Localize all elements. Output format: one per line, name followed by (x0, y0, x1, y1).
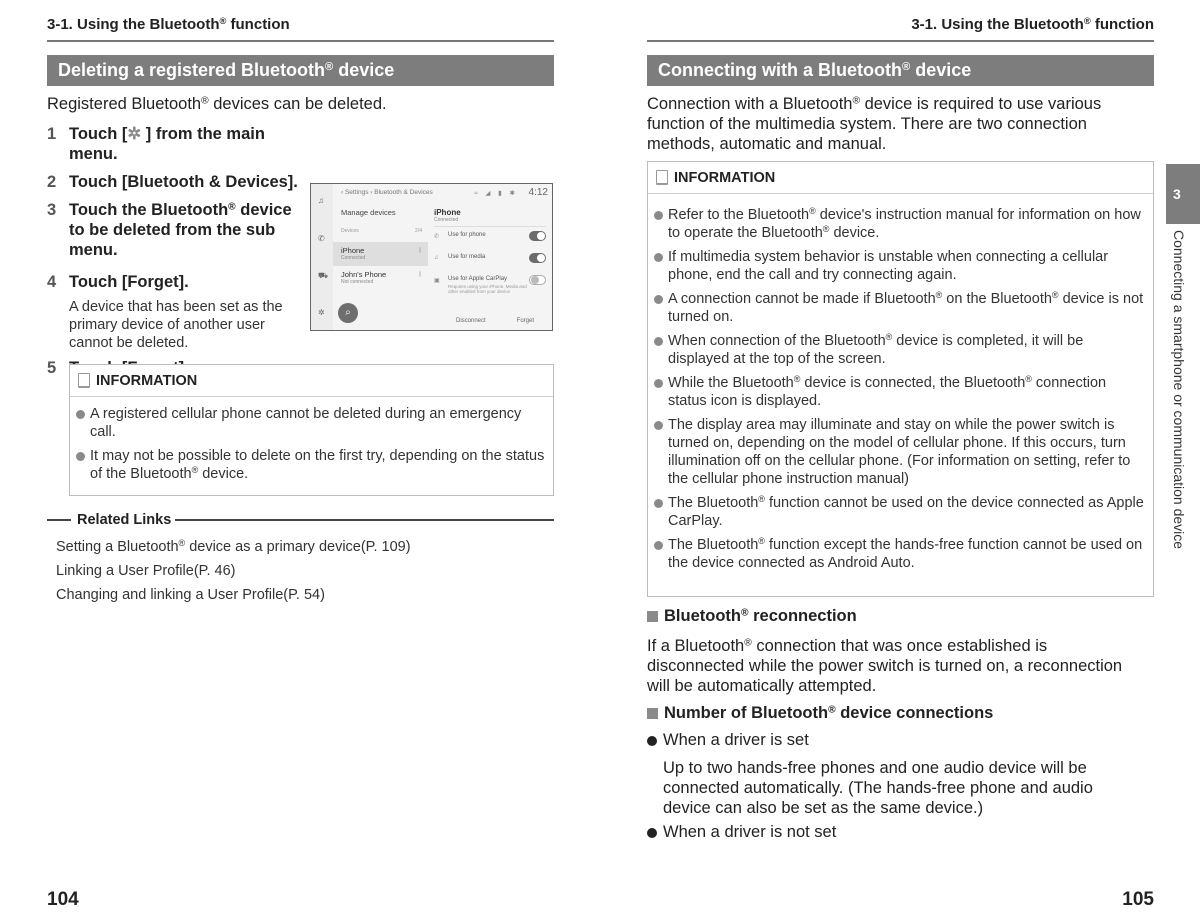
step-list (47, 124, 307, 378)
step-number: 1 (47, 125, 57, 143)
square-bullet-icon (647, 708, 658, 719)
list-header-label: Devices (341, 228, 359, 234)
screen-breadcrumb: ‹ Settings › Bluetooth & Devices (341, 189, 433, 196)
screen-actions (456, 318, 544, 324)
information-item: When connection of the Bluetooth® device is completed, it will be displayed at the top of the screen. (654, 332, 1147, 368)
page-number: 104 (47, 889, 79, 910)
information-title: INFORMATION (674, 169, 776, 186)
detail-device-status: Connected (434, 217, 546, 227)
chapter-label: Connecting a smartphone or communication device (1171, 230, 1187, 550)
step-3: 3 Touch the Bluetooth® device to be deleted from the sub menu. (47, 201, 292, 259)
search-icon: ⌕ (345, 307, 351, 318)
device-list-title: Manage devices (341, 208, 396, 217)
option-label: Use for Apple CarPlay (448, 276, 508, 282)
information-box (69, 364, 554, 496)
step-4-note: A device that has been set as the primary device of another user cannot be deleted. (69, 299, 283, 351)
step-2 (47, 172, 307, 192)
section-title: Connecting with a Bluetooth® device (647, 55, 1154, 86)
bullet-driver-not-set (647, 823, 836, 842)
settings-screenshot (310, 183, 553, 331)
device-item-iphone[interactable] (333, 242, 428, 266)
step-number: 3 (47, 201, 57, 219)
information-item: The Bluetooth® function cannot be used on the device connected as Apple CarPlay. (654, 494, 1147, 530)
bluetooth-icon: ᛒ (418, 248, 422, 254)
step-text: device to be deleted from the sub menu. (69, 201, 292, 259)
information-item: The Bluetooth® function except the hands-free function cannot be used on the device connected as Android Auto. (654, 536, 1147, 572)
list-header-count: 2/4 (415, 228, 422, 234)
subheading-text: Bluetooth® reconnection (664, 607, 857, 625)
subheading-text: Number of Bluetooth® device connections (664, 704, 994, 722)
music-icon: ♫ (434, 255, 439, 261)
device-item-johns-phone[interactable] (333, 266, 428, 290)
screen-top-bar (341, 189, 548, 199)
music-icon: ♫ (318, 196, 324, 205)
step-4 (47, 272, 307, 292)
divider (47, 519, 71, 521)
information-item: The display area may illuminate and stay on while the power switch is turned on, depending on the model of cellular phone. If this occurs, turn illumination off on the cellular phone. (For information on setting, refer to the cellular phone instruction manual) (654, 416, 1147, 488)
subheading-connections (647, 704, 993, 723)
status-icons: ≈ ◢ ▮ ✱ (473, 190, 518, 197)
subheading-reconnection (647, 607, 857, 626)
option-label: Use for media (448, 254, 486, 260)
information-title: INFORMATION (96, 372, 198, 389)
device-name: iPhone (341, 246, 365, 255)
option-use-for-carplay (434, 273, 546, 301)
step-number: 5 (47, 359, 57, 377)
book-icon (78, 373, 90, 388)
step-text: Touch [ (69, 125, 128, 143)
related-links-list (56, 535, 554, 607)
step-text: Touch [Forget]. (69, 273, 189, 291)
right-page (647, 0, 1154, 921)
related-links-title: Related Links (77, 512, 172, 528)
bullet-text: When a driver is set (663, 731, 809, 749)
detail-device-name: iPhone (434, 208, 461, 217)
option-description: Requires using your iPhone. Media and other enabled from your device (448, 284, 527, 294)
information-item: It may not be possible to delete on the first try, depending on the status of the Bluetooth® device. (76, 447, 547, 483)
device-status: Connected (341, 255, 366, 261)
information-item: If multimedia system behavior is unstable when connecting a cellular phone, end the call and try connecting again. (654, 248, 1147, 284)
related-link[interactable]: Changing and linking a User Profile(P. 54) (56, 587, 325, 603)
running-head: 3-1. Using the Bluetooth® function (647, 16, 1154, 42)
reconnection-text: If a Bluetooth® connection that was once established is disconnected while the power switch is turned on, a reconnection will be automatically attempted. (647, 637, 1123, 695)
running-head: 3-1. Using the Bluetooth® function (47, 16, 554, 42)
divider (175, 519, 554, 521)
option-use-for-media (434, 251, 546, 271)
related-links (47, 512, 554, 607)
information-header (70, 365, 553, 397)
search-button[interactable] (338, 303, 358, 323)
related-links-header (47, 512, 554, 528)
device-list (333, 208, 428, 290)
toggle-use-for-carplay[interactable] (529, 275, 546, 285)
device-status: Not connected (341, 279, 374, 285)
information-box (647, 161, 1154, 597)
disconnect-button[interactable]: Disconnect (456, 318, 486, 324)
information-item: A registered cellular phone cannot be deleted during an emergency call. (76, 405, 547, 441)
driver-set-text: Up to two hands-free phones and one audio device will be connected automatically. (The hands-free phone and audio device can also be set as the same device.) (663, 759, 1093, 817)
chapter-number: 3 (1173, 186, 1181, 202)
bullet-icon (647, 828, 657, 838)
screen-clock: 4:12 (528, 187, 548, 198)
device-name: John's Phone (341, 270, 387, 279)
step-1 (47, 124, 307, 164)
bluetooth-icon: ᛒ (418, 272, 422, 278)
step-text: Touch [Bluetooth & Devices]. (69, 173, 298, 191)
information-list (648, 194, 1153, 584)
information-item: A connection cannot be made if Bluetooth® on the Bluetooth® device is not turned on. (654, 290, 1147, 326)
phone-icon: ✆ (434, 234, 440, 240)
phone-icon: ✆ (318, 234, 325, 243)
step-number: 4 (47, 273, 57, 291)
bullet-icon (647, 736, 657, 746)
step-text: ] from the main menu. (69, 125, 265, 163)
option-use-for-phone (434, 229, 546, 249)
information-item: Refer to the Bluetooth® device's instruction manual for information on how to operate the Bluetooth® device. (654, 206, 1147, 242)
bullet-text: When a driver is not set (663, 823, 837, 841)
gear-icon: ✲ (127, 125, 142, 143)
gear-icon: ✲ (318, 308, 325, 317)
information-item: While the Bluetooth® device is connected, the Bluetooth® connection status icon is displayed. (654, 374, 1147, 410)
screen-side-rail (311, 184, 333, 330)
chapter-tab[interactable] (1166, 164, 1200, 224)
toggle-use-for-media[interactable] (529, 253, 546, 263)
section-title: Deleting a registered Bluetooth® device (47, 55, 554, 86)
forget-button[interactable]: Forget (516, 318, 534, 324)
intro-text: Registered Bluetooth® devices can be deleted. (47, 95, 387, 113)
left-page (47, 0, 554, 921)
page-number: 105 (1122, 889, 1154, 910)
related-link[interactable]: Setting a Bluetooth® device as a primary device(P. 109) (56, 538, 411, 555)
intro-text: Connection with a Bluetooth® device is required to use various function of the multimedia system. There are two connection methods, automatic and manual. (647, 95, 1102, 153)
square-bullet-icon (647, 611, 658, 622)
toggle-use-for-phone[interactable] (529, 231, 546, 241)
device-detail (434, 208, 546, 301)
related-link[interactable]: Linking a User Profile(P. 46) (56, 563, 236, 579)
step-number: 2 (47, 173, 57, 191)
option-label: Use for phone (448, 232, 486, 238)
car-icon: ⛟ (318, 271, 329, 280)
book-icon (656, 170, 668, 185)
information-header (648, 162, 1153, 194)
bullet-driver-set (647, 731, 809, 750)
carplay-icon: ▣ (434, 278, 440, 284)
device-list-header (333, 228, 428, 242)
step-text: Touch the Bluetooth (69, 201, 229, 219)
information-list (70, 397, 553, 495)
